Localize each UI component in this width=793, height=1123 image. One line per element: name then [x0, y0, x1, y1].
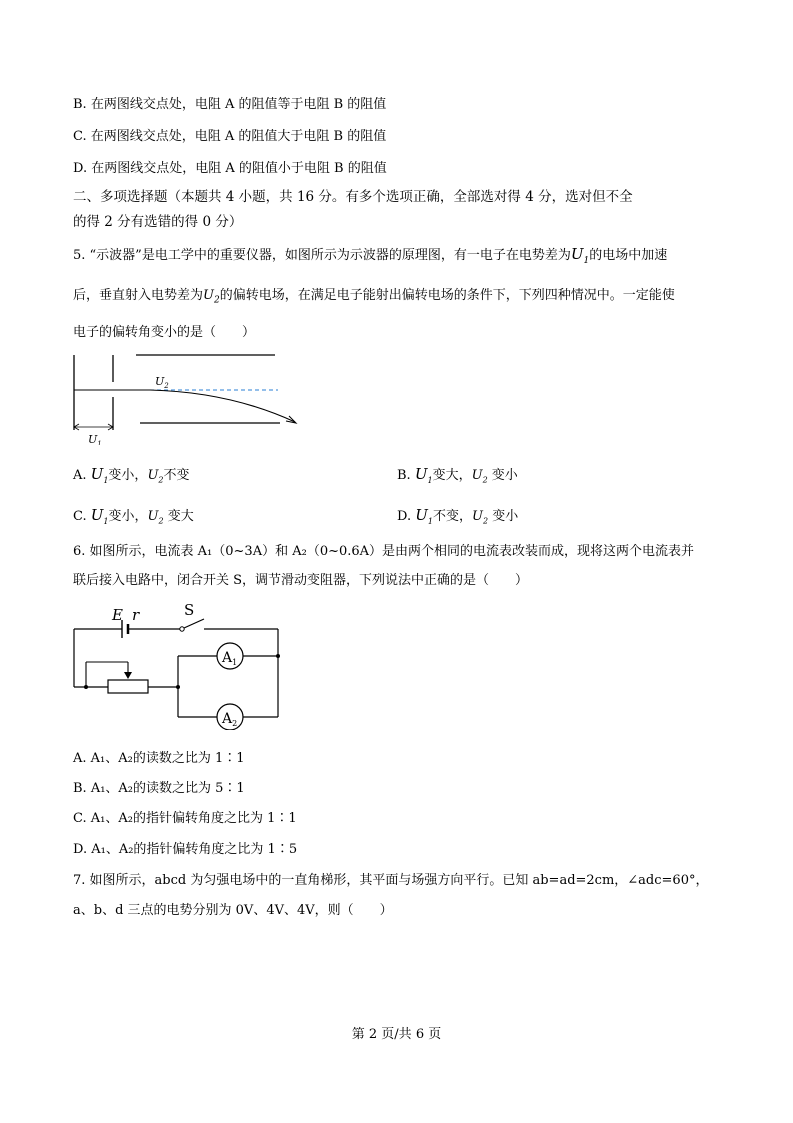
q5-option-c: C. $U_1$变小，$U_2$ 变大 [73, 506, 194, 526]
q5-option-d: D. $U_1$不变，$U_2$ 变小 [397, 506, 519, 526]
q4-option-b: B. 在两图线交点处，电阻 A 的阻值等于电阻 B 的阻值 [73, 97, 387, 112]
internal-resistance-label: r [132, 606, 140, 624]
emf-label: E [112, 606, 123, 624]
q6-option-b: B. A₁、A₂的读数之比为 5∶1 [73, 781, 245, 796]
svg-text:A2: $A_2$ [222, 711, 238, 728]
q5-option-a: A. $U_1$变小，$U_2$不变 [73, 465, 190, 485]
q5-stem-line1: 5. “示波器”是电工学中的重要仪器，如图所示为示波器的原理图，有一电子在电势差为$U_1$的电场中加速 [73, 245, 668, 266]
u2-label: $U_2$ [155, 375, 169, 390]
section-heading-line2: 的得 2 分有选错的得 0 分） [73, 214, 243, 230]
circuit-diagram [70, 600, 290, 730]
oscilloscope-diagram [70, 350, 310, 445]
page-footer: 第 2 页/共 6 页 [351, 1027, 442, 1042]
u1-label: $U_1$ [88, 433, 102, 445]
q6-option-d: D. A₁、A₂的指针偏转角度之比为 1∶5 [73, 842, 298, 857]
switch-label: S [184, 601, 195, 619]
q7-stem-line2: a、b、d 三点的电势分别为 0V、4V、4V，则（ ） [73, 903, 393, 918]
q6-option-c: C. A₁、A₂的指针偏转角度之比为 1∶1 [73, 811, 297, 826]
section-heading-line1: 二、多项选择题（本题共 4 小题，共 16 分。有多个选项正确，全部选对得 4 分，选对但不全 [73, 189, 633, 205]
q6-option-a: A. A₁、A₂的读数之比为 1∶1 [73, 751, 245, 766]
q4-option-d: D. 在两图线交点处，电阻 A 的阻值小于电阻 B 的阻值 [73, 161, 387, 176]
q6-stem-line1: 6. 如图所示，电流表 A₁（0~3A）和 A₂（0~0.6A）是由两个相同的电流表改装而成，现将这两个电流表并 [73, 544, 695, 559]
q5-option-b: B. $U_1$变大，$U_2$ 变小 [397, 465, 518, 485]
q5-stem-line3: 电子的偏转角变小的是（ ） [73, 325, 256, 340]
q7-stem-line1: 7. 如图所示，abcd 为匀强电场中的一直角梯形，其平面与场强方向平行。已知 ab=ad=2cm，∠adc=60°， [73, 873, 709, 888]
q6-stem-line2: 联后接入电路中，闭合开关 S，调节滑动变阻器，下列说法中正确的是（ ） [73, 573, 529, 588]
q4-option-c: C. 在两图线交点处，电阻 A 的阻值大于电阻 B 的阻值 [73, 129, 387, 144]
svg-text:A1: $A_1$ [222, 650, 238, 667]
q5-stem-line2: 后，垂直射入电势差为$U_2$的偏转电场，在满足电子能射出偏转电场的条件下，下列四种情况中。一定能使 [73, 288, 675, 306]
